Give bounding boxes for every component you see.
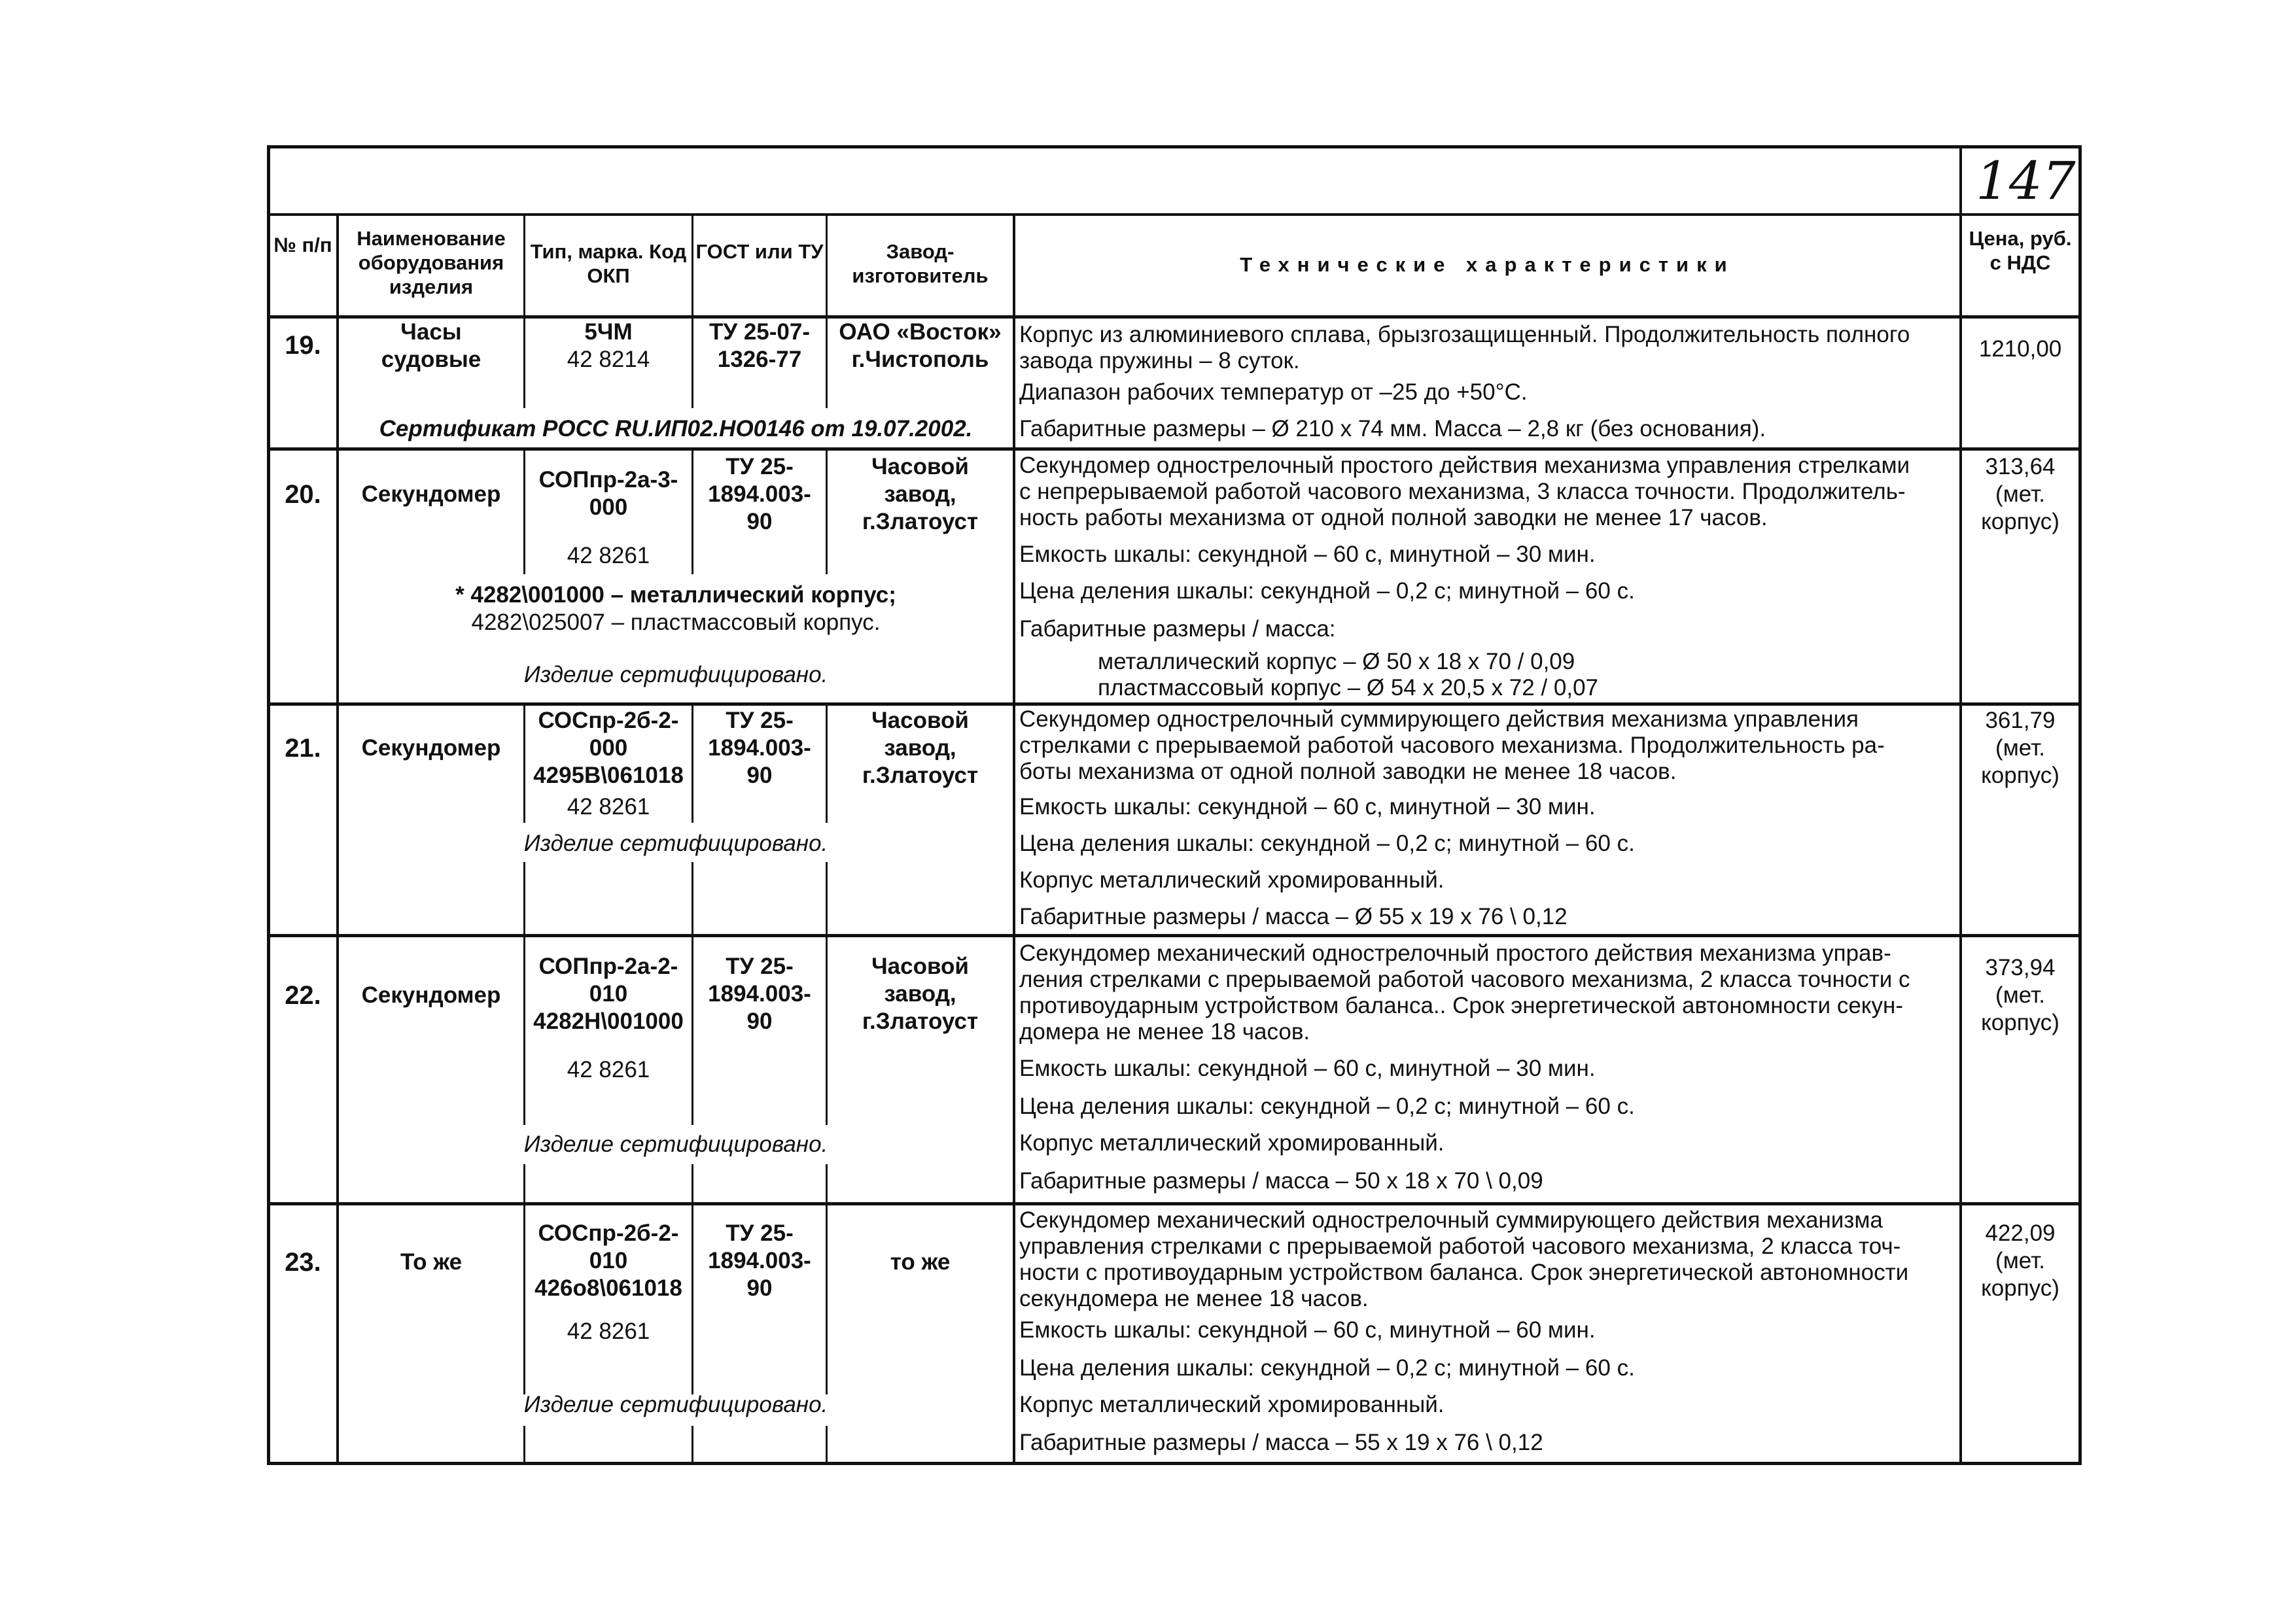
tech-line: домера не менее 18 часов.: [1019, 1019, 1310, 1045]
item-name: судовые: [381, 347, 482, 372]
manufacturer: ОАО «Восток»: [839, 319, 1002, 345]
certified-note: Изделие сертифицировано.: [523, 1132, 828, 1157]
tech-line: Емкость шкалы: секундной – 60 с, минутной – 30 мин.: [1019, 794, 1596, 820]
gost: ТУ 25-: [726, 954, 794, 979]
manufacturer: Часовой: [871, 454, 969, 479]
tech-line: Габаритные размеры – Ø 210 х 74 мм. Масса – 2,8 кг (без основания).: [1019, 416, 1766, 441]
header-name: Наименование оборудования изделия: [357, 227, 506, 298]
price-note: корпус): [1981, 763, 2059, 788]
manufacturer: г.Златоуст: [862, 509, 979, 534]
header-tech: Технические характеристики: [1240, 253, 1735, 276]
price-note: (мет.: [1995, 982, 2045, 1008]
gost: ТУ 25-: [726, 708, 794, 733]
price-note: (мет.: [1995, 1248, 2045, 1273]
tech-line: Секундомер механический однострелочный простого действия механизма управ-: [1019, 941, 1891, 966]
gost: ТУ 25-: [726, 1220, 794, 1246]
tech-line: Емкость шкалы: секундной – 60 с, минутной – 30 мин.: [1019, 1056, 1596, 1081]
tech-line: Корпус металлический хромированный.: [1019, 1130, 1445, 1156]
item-name: Секундомер: [361, 982, 501, 1008]
item-type: 4282Н\001000: [533, 1009, 684, 1034]
body-note: * 4282\001000 – металлический корпус;: [455, 582, 896, 608]
item-type: СОПпр-2а-3-: [538, 467, 678, 492]
item-type: 5ЧМ: [584, 319, 633, 345]
manufacturer: завод,: [884, 981, 956, 1007]
item-name: Секундомер: [361, 481, 501, 507]
tech-line: управления стрелками с прерываемой работой часового механизма, 2 класса точ-: [1019, 1234, 1901, 1259]
tech-line: завода пружины – 8 суток.: [1019, 348, 1300, 373]
body-note: 4282\025007 – пластмассовый корпус.: [471, 610, 881, 635]
manufacturer: г.Чистополь: [851, 347, 989, 372]
item-type: 010: [589, 981, 628, 1007]
certified-note: Изделие сертифицировано.: [523, 831, 828, 856]
okp-code: 42 8261: [567, 1057, 650, 1082]
tech-line: Габаритные размеры / масса – Ø 55 х 19 х 76 \ 0,12: [1019, 904, 1568, 929]
manufacturer: Часовой: [871, 708, 969, 733]
item-type: 000: [589, 735, 628, 761]
tech-line: Габаритные размеры / масса:: [1019, 616, 1336, 642]
item-type: СОПпр-2а-2-: [538, 954, 678, 979]
gost: 90: [746, 1275, 773, 1301]
price: 1210,00: [1978, 336, 2062, 362]
price-note: корпус): [1981, 509, 2059, 534]
manufacturer: то же: [890, 1249, 951, 1275]
tech-line: металлический корпус – Ø 50 х 18 х 70 / 0,09: [1098, 649, 1575, 674]
certificate-note: Сертификат РОСС RU.ИП02.НО0146 от 19.07.2002.: [379, 416, 973, 441]
gost: 1894.003-: [708, 1248, 811, 1273]
tech-line: Габаритные размеры / масса – 55 х 19 х 76 \ 0,12: [1019, 1430, 1543, 1455]
tech-line: Цена деления шкалы: секундной – 0,2 с; минутной – 60 с.: [1019, 1355, 1635, 1381]
item-name: То же: [400, 1249, 463, 1275]
gost: ТУ 25-: [726, 454, 794, 479]
tech-line: стрелками с прерываемой работой часового механизма. Продолжительность ра-: [1019, 733, 1885, 758]
manufacturer: г.Златоуст: [862, 1009, 979, 1034]
price: 361,79: [1985, 708, 2056, 733]
manufacturer: завод,: [884, 735, 956, 761]
manufacturer: завод,: [884, 481, 956, 507]
price-note: корпус): [1981, 1010, 2059, 1035]
tech-line: Корпус металлический хромированный.: [1019, 867, 1445, 893]
tech-line: с непрерываемой работой часового механизма, 3 класса точности. Продолжитель-: [1019, 479, 1906, 504]
tech-line: Корпус металлический хромированный.: [1019, 1392, 1445, 1417]
tech-line: Корпус из алюминиевого сплава, брызгозащищенный. Продолжительность полного: [1019, 322, 1910, 347]
okp-code: 42 8261: [567, 543, 650, 568]
okp-code: 42 8261: [567, 794, 650, 820]
header-gost: ГОСТ или ТУ: [695, 240, 824, 263]
tech-line: Диапазон рабочих температур от –25 до +50°С.: [1019, 379, 1528, 405]
certified-note: Изделие сертифицировано.: [523, 662, 828, 687]
tech-line: боты механизма от одной полной заводки не менее 18 часов.: [1019, 759, 1677, 784]
tech-line: Емкость шкалы: секундной – 60 с, минутной – 30 мин.: [1019, 542, 1596, 567]
item-type: 4295В\061018: [533, 763, 684, 788]
tech-line: пластмассовый корпус – Ø 54 х 20,5 х 72 / 0,07: [1098, 675, 1599, 700]
tech-line: секундомера не менее 18 часов.: [1019, 1286, 1369, 1311]
price-note: (мет.: [1995, 481, 2045, 507]
gost: 90: [746, 763, 773, 788]
item-type: 000: [589, 494, 628, 520]
price: 373,94: [1985, 955, 2056, 980]
tech-line: Секундомер однострелочный простого действия механизма управления стрелками: [1019, 453, 1910, 478]
header-type: Тип, марка. Код ОКП: [530, 240, 687, 287]
okp-code: 42 8214: [567, 347, 650, 372]
gost: 1894.003-: [708, 735, 811, 761]
gost: ТУ 25-07-: [709, 319, 811, 345]
tech-line: Емкость шкалы: секундной – 60 с, минутной – 60 мин.: [1019, 1317, 1596, 1343]
price-note: (мет.: [1995, 735, 2045, 761]
tech-line: Секундомер однострелочный суммирующего действия механизма управления: [1019, 706, 1859, 732]
price: 313,64: [1985, 454, 2056, 479]
header-no: № п/п: [273, 233, 332, 256]
okp-code: 42 8261: [567, 1319, 650, 1344]
tech-line: Цена деления шкалы: секундной – 0,2 с; минутной – 60 с.: [1019, 831, 1635, 856]
tech-line: Габаритные размеры / масса – 50 х 18 х 70 \ 0,09: [1019, 1168, 1543, 1194]
row-number: 23.: [285, 1248, 321, 1277]
manufacturer: г.Златоуст: [862, 763, 979, 788]
manufacturer: Часовой: [871, 954, 969, 979]
gost: 1326-77: [717, 347, 802, 372]
tech-line: Секундомер механический однострелочный суммирующего действия механизма: [1019, 1207, 1883, 1233]
header-maker: Завод-изготовитель: [852, 240, 989, 287]
item-type: СОСпр-2б-2-: [538, 708, 679, 733]
header-price: Цена, руб. с НДС: [1969, 227, 2072, 274]
row-number: 20.: [285, 480, 321, 509]
price-note: корпус): [1981, 1275, 2059, 1301]
row-number: 19.: [285, 331, 321, 360]
item-type: 010: [589, 1248, 628, 1273]
tech-line: Цена деления шкалы: секундной – 0,2 с; минутной – 60 с.: [1019, 1094, 1635, 1119]
item-type: 426о8\061018: [534, 1275, 682, 1301]
gost: 90: [746, 1009, 773, 1034]
gost: 1894.003-: [708, 481, 811, 507]
tech-line: ления стрелками с прерываемой работой часового механизма, 2 класса точности с: [1019, 967, 1910, 992]
tech-line: противоударным устройством баланса.. Срок энергетической автономности секун-: [1019, 993, 1903, 1018]
certified-note: Изделие сертифицировано.: [523, 1392, 828, 1417]
gost: 90: [746, 509, 773, 534]
item-type: СОСпр-2б-2-: [538, 1220, 679, 1246]
row-number: 22.: [285, 981, 321, 1010]
tech-line: ность работы механизма от одной полной заводки не менее 17 часов.: [1019, 505, 1768, 530]
price: 422,09: [1985, 1220, 2056, 1246]
gost: 1894.003-: [708, 981, 811, 1007]
page-number: 147: [1976, 150, 2076, 211]
tech-line: Цена деления шкалы: секундной – 0,2 с; минутной – 60 с.: [1019, 578, 1635, 604]
tech-line: ности с противоударным устройством баланса. Срок энергетической автономности: [1019, 1260, 1909, 1285]
row-number: 21.: [285, 734, 321, 763]
item-name: Часы: [400, 319, 462, 345]
item-name: Секундомер: [361, 735, 501, 761]
